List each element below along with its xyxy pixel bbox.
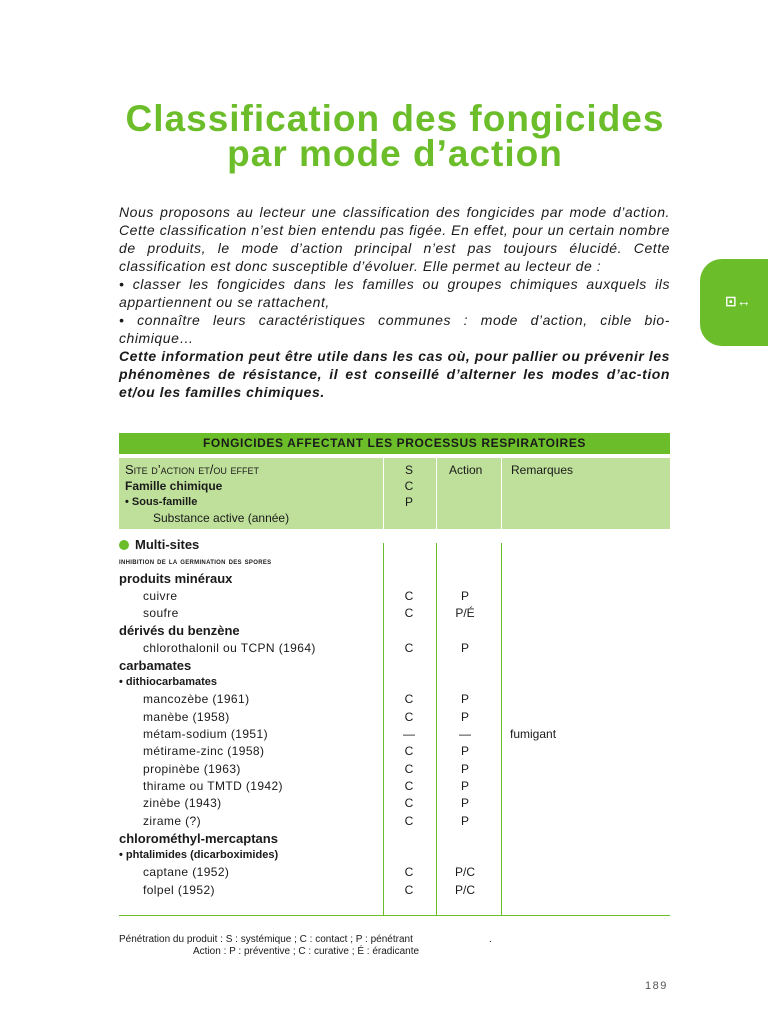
header-substance: Substance active (année) xyxy=(153,511,290,525)
row-action: P xyxy=(460,710,469,724)
row-label: folpel (1952) xyxy=(143,883,215,897)
row-label: métam-sodium (1951) xyxy=(143,727,268,741)
header-divider xyxy=(501,458,502,529)
header-divider xyxy=(436,458,437,529)
row-action: P xyxy=(460,762,469,776)
intro-text xyxy=(119,203,670,401)
section-label: Multi-sites xyxy=(135,537,200,552)
chapter-tab-icon: ⊡↔ xyxy=(725,293,751,309)
table-row xyxy=(119,778,670,795)
table-row xyxy=(119,640,670,657)
row-penetration: C xyxy=(404,779,414,793)
table-row xyxy=(119,709,670,726)
table-row xyxy=(119,588,670,605)
header-sous-famille: • Sous-famille xyxy=(125,496,198,508)
table-row xyxy=(119,813,670,830)
row-label: zirame (?) xyxy=(143,814,202,828)
header-divider xyxy=(383,458,384,529)
row-label: manèbe (1958) xyxy=(143,710,230,724)
header-column-description xyxy=(125,462,381,526)
table-row xyxy=(119,864,670,881)
row-action: P xyxy=(460,796,469,810)
row-penetration: — xyxy=(403,727,415,741)
legend-trailing-dot: . xyxy=(489,934,492,945)
row-penetration: C xyxy=(404,589,414,603)
page-number: 189 xyxy=(645,980,668,992)
row-penetration: C xyxy=(404,744,414,758)
chapter-tab xyxy=(700,259,768,346)
row-penetration: C xyxy=(404,710,414,724)
row-penetration: C xyxy=(404,796,414,810)
row-action: P/C xyxy=(454,883,475,897)
row-label: dérivés du benzène xyxy=(119,623,240,638)
row-penetration: C xyxy=(404,865,414,879)
table-row xyxy=(119,605,670,622)
row-action: P xyxy=(460,779,469,793)
row-action: P xyxy=(460,692,469,706)
row-label: mancozèbe (1961) xyxy=(143,692,250,706)
row-action: P xyxy=(460,814,469,828)
legend-action: Action : P : préventive ; C : curative ; É : éradicante xyxy=(193,946,420,957)
row-label: produits minéraux xyxy=(119,571,233,586)
row-label: carbamates xyxy=(119,658,192,673)
header-remarques: Remarques xyxy=(511,463,574,477)
row-penetration: C xyxy=(404,606,414,620)
table-bottom-rule xyxy=(119,915,670,916)
row-label: • phtalimides (dicarboximides) xyxy=(119,849,279,861)
page-title: Classification des fongicides par mode d’action xyxy=(125,97,665,174)
row-label: zinèbe (1943) xyxy=(143,796,222,810)
header-famille: Famille chimique xyxy=(125,479,223,493)
legend xyxy=(119,934,539,958)
table-row xyxy=(119,726,670,743)
row-label: propinèbe (1963) xyxy=(143,762,241,776)
row-action: — xyxy=(459,727,471,741)
intro-bullet-2: • connaître leurs caractéristiques communes : mode d’action, cible bio-chimique… xyxy=(119,312,670,346)
row-label: cuivre xyxy=(143,589,178,603)
row-penetration: C xyxy=(404,641,414,655)
header-p: P xyxy=(404,495,413,509)
header-s: S xyxy=(404,463,413,477)
row-label: soufre xyxy=(143,606,179,620)
header-scp xyxy=(403,462,415,510)
table-title: FONGICIDES AFFECTANT LES PROCESSUS RESPIRATOIRES xyxy=(119,433,670,454)
intro-bullet-1: • classer les fongicides dans les familles ou groupes chimiques auxquels ils appartiennent ou se rattachent, xyxy=(119,276,670,310)
legend-penetration: Pénétration du produit : S : systémique ; C : contact ; P : pénétrant xyxy=(119,934,413,945)
row-label: thirame ou TMTD (1942) xyxy=(143,779,283,793)
row-penetration: C xyxy=(404,883,414,897)
row-penetration: C xyxy=(404,762,414,776)
row-action: P xyxy=(460,744,469,758)
table-row xyxy=(119,657,670,674)
row-action: P/C xyxy=(454,865,475,879)
row-penetration: C xyxy=(404,692,414,706)
row-label: chlorothalonil ou TCPN (1964) xyxy=(143,641,316,655)
header-action: Action xyxy=(449,463,483,477)
row-label: métirame-zinc (1958) xyxy=(143,744,265,758)
header-c: C xyxy=(404,479,414,493)
row-action: P xyxy=(460,641,469,655)
intro-paragraph: Nous proposons au lecteur une classification des fongicides par mode d’action. Cette classification n’est bien entendu pas figée. En effet, pour un certain nombre de produits, le mode d’action principal n’est pas toujours élucidé. Cette classification est donc susceptible d’évoluer. Elle permet au lecteur de : xyxy=(119,204,670,274)
table-row xyxy=(119,553,670,570)
table-row xyxy=(119,622,670,639)
table-row xyxy=(119,674,670,691)
table-row xyxy=(119,570,670,587)
section-heading xyxy=(119,536,670,553)
row-action: P xyxy=(460,589,469,603)
row-action: P/É xyxy=(455,606,475,620)
table-row xyxy=(119,761,670,778)
table-row xyxy=(119,882,670,899)
table-row xyxy=(119,795,670,812)
table-row xyxy=(119,743,670,760)
row-penetration: C xyxy=(404,814,414,828)
row-label: • dithiocarbamates xyxy=(119,676,217,688)
bullet-dot-icon xyxy=(119,540,129,550)
header-site: Site d’action et/ou effet xyxy=(125,462,260,477)
row-label: captane (1952) xyxy=(143,865,230,879)
table-row xyxy=(119,847,670,864)
row-label: chlorométhyl-mercaptans xyxy=(119,831,278,846)
table-row xyxy=(119,691,670,708)
intro-emphasis: Cette information peut être utile dans les cas où, pour pallier ou prévenir les phénomènes de résistance, il est conseillé d’alterner les modes d’ac-tion et/ou les familles chimiques. xyxy=(119,348,670,400)
table-row xyxy=(119,830,670,847)
table-header xyxy=(119,458,670,529)
row-remarque: fumigant xyxy=(510,727,557,741)
row-label: inhibition de la germination des spores xyxy=(119,556,272,566)
